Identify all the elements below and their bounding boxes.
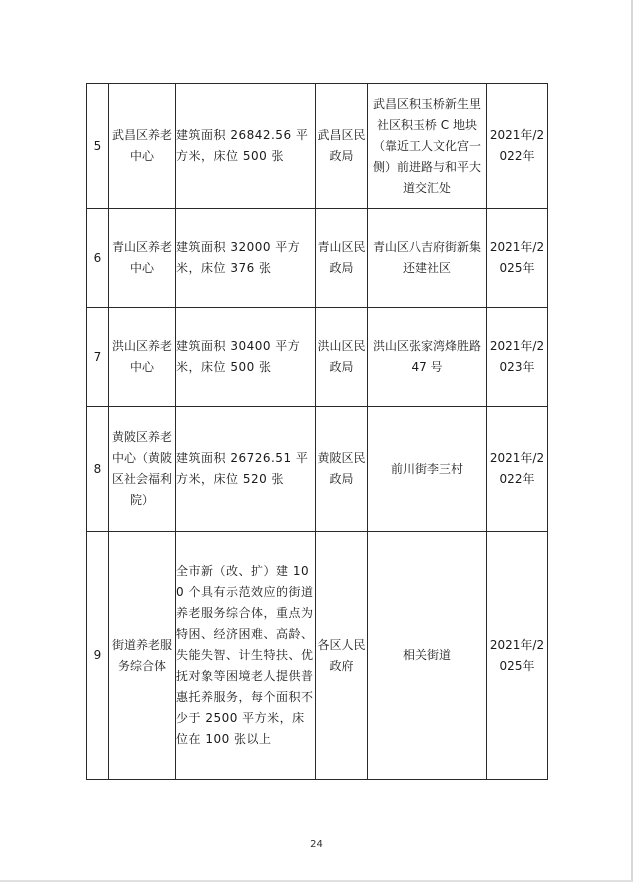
responsible-dept: 青山区民政局: [316, 209, 368, 308]
responsible-dept: 洪山区民政局: [316, 308, 368, 407]
project-table: [86, 83, 548, 780]
project-scale: 建筑面积 32000 平方米，床位 376 张: [176, 209, 316, 308]
project-scale: 建筑面积 26726.51 平方米，床位 520 张: [176, 407, 316, 532]
project-location: 武昌区积玉桥新生里社区积玉桥 C 地块（靠近工人文化宫一侧）前进路与和平大道交汇处: [368, 84, 487, 209]
responsible-dept: 武昌区民政局: [316, 84, 368, 209]
page-number: 24: [310, 839, 323, 850]
project-location: 前川街李三村: [368, 407, 487, 532]
row-number: 5: [87, 84, 109, 209]
project-name: 街道养老服务综合体: [109, 532, 176, 780]
table-row: [87, 532, 548, 780]
project-time: 2021年/2025年: [487, 532, 548, 780]
project-name: 黄陂区养老中心（黄陂区社会福利院）: [109, 407, 176, 532]
row-number: 9: [87, 532, 109, 780]
project-location: 相关街道: [368, 532, 487, 780]
project-name: 青山区养老中心: [109, 209, 176, 308]
responsible-dept: 各区人民政府: [316, 532, 368, 780]
project-scale: 建筑面积 30400 平方米，床位 500 张: [176, 308, 316, 407]
project-time: 2021年/2022年: [487, 407, 548, 532]
project-time: 2021年/2023年: [487, 308, 548, 407]
project-scale: 建筑面积 26842.56 平方米，床位 500 张: [176, 84, 316, 209]
table-row: [87, 209, 548, 308]
responsible-dept: 黄陂区民政局: [316, 407, 368, 532]
row-number: 8: [87, 407, 109, 532]
project-name: 武昌区养老中心: [109, 84, 176, 209]
table-row: [87, 308, 548, 407]
project-scale: 全市新（改、扩）建 100 个具有示范效应的街道养老服务综合体，重点为特困、经济困难、高龄、失能失智、计生特扶、优抚对象等困境老人提供普惠托养服务，每个面积不少于 2500 平方米，床位在 100 张以上: [176, 532, 316, 780]
table-row: [87, 84, 548, 209]
row-number: 7: [87, 308, 109, 407]
project-location: 洪山区张家湾烽胜路 47 号: [368, 308, 487, 407]
row-number: 6: [87, 209, 109, 308]
project-location: 青山区八吉府街新集还建社区: [368, 209, 487, 308]
project-time: 2021年/2025年: [487, 209, 548, 308]
project-name: 洪山区养老中心: [109, 308, 176, 407]
table-row: [87, 407, 548, 532]
project-time: 2021年/2022年: [487, 84, 548, 209]
